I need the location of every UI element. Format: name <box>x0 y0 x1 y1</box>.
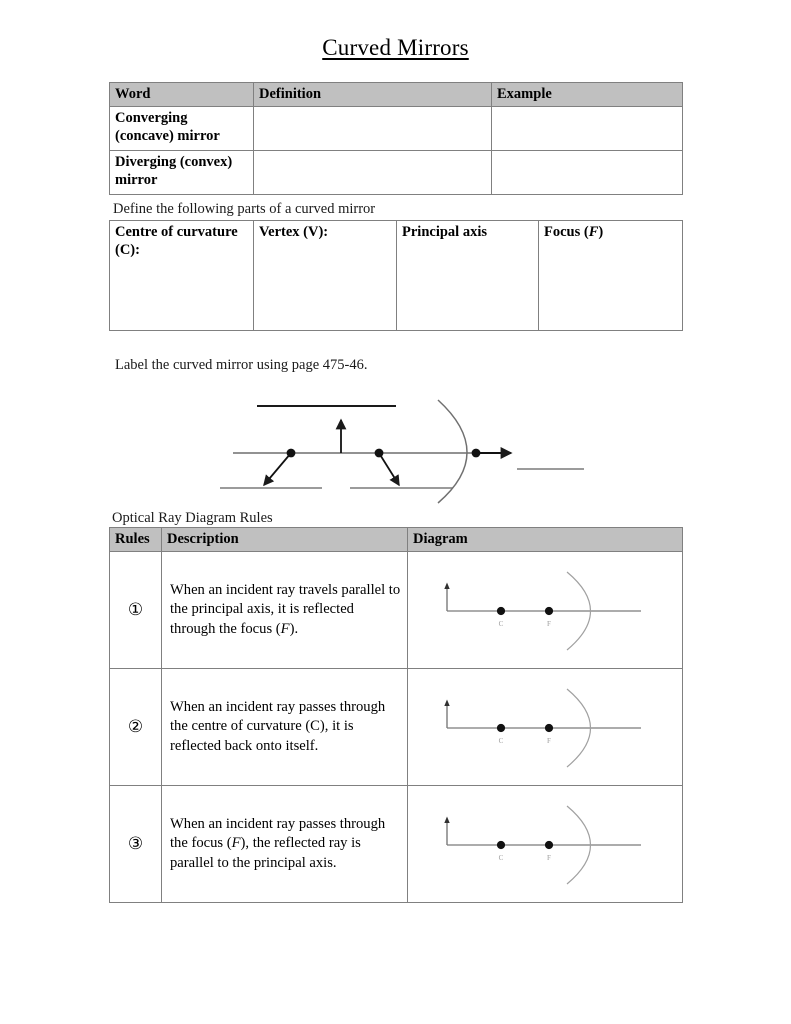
rule-description-3-after: ), the reflected ray is parallel to the principal axis. <box>170 835 361 871</box>
rule-description-2-before: When an incident ray passes through the centre of curvature (C), it is reflected back onto itself. <box>170 698 386 754</box>
point-marker-c-1 <box>496 607 504 615</box>
table-header-row <box>110 83 683 107</box>
column-header-rules: Rules <box>110 528 162 552</box>
column-header-definition: Definition <box>254 83 492 107</box>
diagram-label-c-3: C <box>498 854 503 862</box>
table-row <box>110 669 683 786</box>
example-cell-diverging[interactable] <box>492 151 683 195</box>
point-marker-f-3 <box>544 841 552 849</box>
rule-number-3: ③ <box>110 786 162 903</box>
table-header-row <box>110 528 683 552</box>
instruction-ray-rules: Optical Ray Diagram Rules <box>112 510 273 526</box>
pointer-arrow-middle <box>379 453 399 485</box>
page-title <box>0 34 791 62</box>
label-diagram-svg <box>200 385 600 510</box>
page-title-text: Curved Mirrors <box>322 35 469 60</box>
part-cell-vertex[interactable]: Vertex (V): <box>254 221 397 331</box>
rule-description-1-before: When an incident ray travels parallel to the principal axis, it is reflected through the focus ( <box>170 581 401 637</box>
diagram-label-f-1: F <box>546 620 551 628</box>
focus-symbol: F <box>588 224 599 240</box>
instruction-label-mirror: Label the curved mirror using page 475-46. <box>115 357 368 373</box>
rule-description-3-before: When an incident ray passes through the focus ( <box>170 815 386 852</box>
example-cell-converging[interactable] <box>492 107 683 151</box>
pointer-arrow-left <box>264 453 291 485</box>
point-marker-c-3 <box>496 841 504 849</box>
rule-description-1-italic: F <box>280 620 290 637</box>
column-header-example: Example <box>492 83 683 107</box>
word-cell-converging: Converging (concave) mirror <box>110 107 254 151</box>
rule-description-3-italic: F <box>231 835 241 852</box>
word-definition-example-table <box>109 82 683 195</box>
object-arrow-head-3 <box>444 817 449 824</box>
instruction-define-parts: Define the following parts of a curved mirror <box>113 201 376 217</box>
table-row <box>110 552 683 669</box>
diagram-label-f-2: F <box>546 737 551 745</box>
point-marker-f-1 <box>544 607 552 615</box>
rule-description-3 <box>162 786 408 903</box>
rule-number-1: ① <box>110 552 162 669</box>
rule-diagram-cell-3 <box>408 786 683 903</box>
diagram-label-c-2: C <box>498 737 503 745</box>
rule-diagram-svg-3 <box>428 798 663 890</box>
object-arrow-head-2 <box>444 700 449 707</box>
rule-diagram-svg-1 <box>428 564 663 656</box>
table-row <box>110 221 683 331</box>
part-cell-focus[interactable]: Focus (F) <box>539 221 683 331</box>
diagram-label-f-3: F <box>546 854 551 862</box>
rule-diagram-cell-1 <box>408 552 683 669</box>
definition-cell-diverging[interactable] <box>254 151 492 195</box>
curved-mirror-label-diagram <box>200 385 600 510</box>
rule-diagram-cell-2 <box>408 669 683 786</box>
point-marker-c-2 <box>496 724 504 732</box>
definition-cell-converging[interactable] <box>254 107 492 151</box>
object-arrow-head-1 <box>444 583 449 590</box>
rule-description-2 <box>162 669 408 786</box>
table-row <box>110 107 683 151</box>
table-row <box>110 151 683 195</box>
column-header-word: Word <box>110 83 254 107</box>
point-marker-f-2 <box>544 724 552 732</box>
diagram-label-c-1: C <box>498 620 503 628</box>
word-cell-diverging: Diverging (convex) mirror <box>110 151 254 195</box>
table-row <box>110 786 683 903</box>
mirror-parts-table <box>109 220 683 331</box>
part-cell-principal-axis[interactable]: Principal axis <box>397 221 539 331</box>
part-cell-centre-of-curvature[interactable]: Centre of curvature (C): <box>110 221 254 331</box>
rule-diagram-svg-2 <box>428 681 663 773</box>
column-header-description: Description <box>162 528 408 552</box>
rule-description-1 <box>162 552 408 669</box>
rule-number-2: ② <box>110 669 162 786</box>
rule-description-1-after: ). <box>289 620 299 637</box>
optical-ray-diagram-rules-table <box>109 527 683 903</box>
column-header-diagram: Diagram <box>408 528 683 552</box>
